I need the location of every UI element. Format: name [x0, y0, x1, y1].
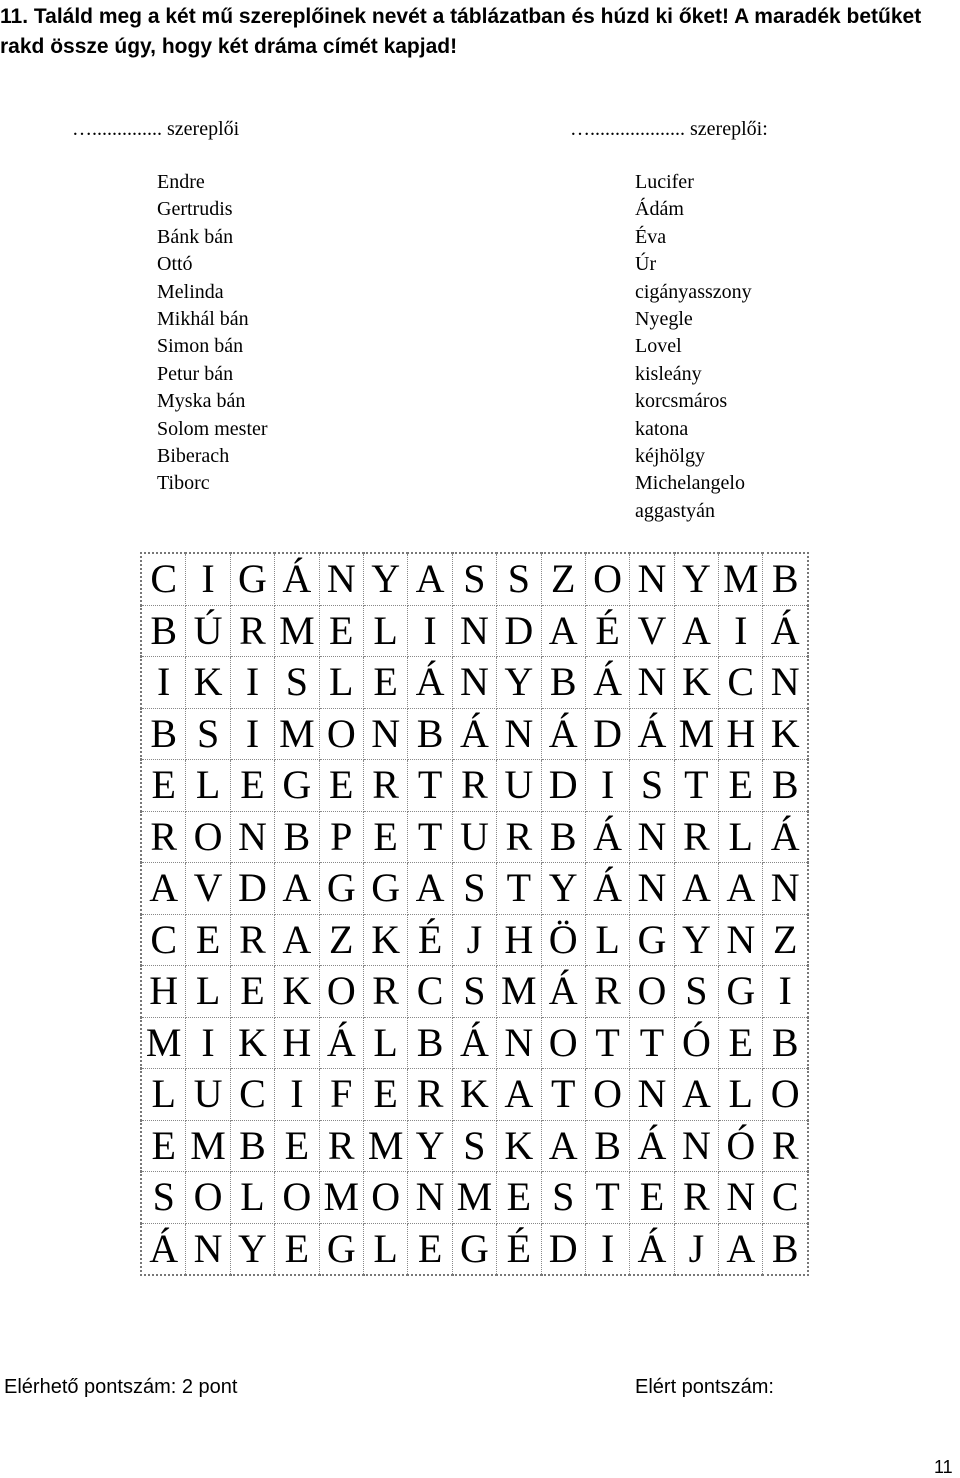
grid-cell[interactable]: Ó — [674, 1017, 718, 1069]
grid-cell[interactable]: G — [275, 760, 319, 812]
right-name: cigányasszony — [635, 280, 752, 303]
grid-cell[interactable]: E — [186, 914, 230, 966]
grid-row — [141, 1223, 808, 1275]
grid-cell[interactable]: N — [630, 657, 674, 709]
grid-cell[interactable]: E — [319, 605, 363, 657]
grid-cell[interactable]: K — [452, 1069, 496, 1121]
grid-row — [141, 708, 808, 760]
grid-cell[interactable]: E — [141, 1120, 186, 1172]
grid-cell[interactable]: A — [408, 553, 452, 605]
grid-cell[interactable]: H — [497, 914, 541, 966]
left-name: Endre — [157, 171, 205, 193]
grid-cell[interactable]: B — [763, 1017, 808, 1069]
grid-cell[interactable]: N — [230, 811, 274, 863]
grid-cell[interactable]: Y — [497, 657, 541, 709]
grid-cell[interactable]: S — [275, 657, 319, 709]
grid-cell[interactable]: N — [363, 708, 407, 760]
grid-cell[interactable]: N — [719, 1172, 763, 1224]
grid-cell[interactable]: A — [275, 914, 319, 966]
grid-cell[interactable]: N — [674, 1120, 718, 1172]
grid-cell[interactable]: B — [141, 605, 186, 657]
grid-cell[interactable]: L — [363, 1017, 407, 1069]
grid-cell[interactable]: Y — [408, 1120, 452, 1172]
grid-cell[interactable]: S — [541, 1172, 585, 1224]
grid-cell[interactable]: I — [585, 760, 629, 812]
grid-cell[interactable]: N — [319, 553, 363, 605]
grid-cell[interactable]: N — [497, 708, 541, 760]
grid-cell[interactable]: N — [497, 1017, 541, 1069]
grid-cell[interactable]: B — [141, 708, 186, 760]
grid-cell[interactable]: Á — [630, 1120, 674, 1172]
grid-cell[interactable]: B — [230, 1120, 274, 1172]
grid-row — [141, 1069, 808, 1121]
left-column-header: ….............. szereplői — [72, 118, 240, 140]
grid-cell[interactable]: Y — [674, 553, 718, 605]
grid-cell[interactable]: Z — [319, 914, 363, 966]
grid-cell[interactable]: B — [585, 1120, 629, 1172]
grid-cell[interactable]: K — [763, 708, 808, 760]
grid-cell[interactable]: A — [408, 863, 452, 915]
grid-cell[interactable]: R — [452, 760, 496, 812]
grid-cell[interactable]: Á — [763, 811, 808, 863]
grid-cell[interactable]: O — [585, 1069, 629, 1121]
grid-row — [141, 1017, 808, 1069]
grid-cell[interactable]: E — [363, 657, 407, 709]
grid-cell[interactable]: R — [497, 811, 541, 863]
left-name: Myska bán — [157, 390, 246, 413]
grid-cell[interactable]: Á — [630, 1223, 674, 1275]
right-name: Lovel — [635, 335, 682, 358]
word-search-grid — [140, 552, 809, 1276]
grid-row — [141, 605, 808, 657]
grid-cell[interactable]: L — [363, 605, 407, 657]
grid-cell[interactable]: S — [186, 708, 230, 760]
grid-cell[interactable]: G — [319, 863, 363, 915]
left-name: Simon bán — [157, 335, 244, 358]
grid-cell[interactable]: R — [363, 966, 407, 1018]
grid-cell[interactable]: A — [275, 863, 319, 915]
grid-cell[interactable]: B — [541, 811, 585, 863]
grid-cell[interactable]: S — [452, 863, 496, 915]
grid-cell[interactable]: R — [363, 760, 407, 812]
grid-cell[interactable]: Á — [319, 1017, 363, 1069]
grid-cell[interactable]: K — [497, 1120, 541, 1172]
grid-cell[interactable]: N — [719, 914, 763, 966]
grid-cell[interactable]: Á — [541, 966, 585, 1018]
grid-cell[interactable]: I — [141, 657, 186, 709]
grid-cell[interactable]: A — [541, 605, 585, 657]
left-name: Ottó — [157, 253, 193, 276]
grid-cell[interactable]: G — [452, 1223, 496, 1275]
grid-cell[interactable]: D — [497, 605, 541, 657]
left-name: Melinda — [157, 280, 224, 303]
grid-cell[interactable]: D — [541, 760, 585, 812]
right-character-list — [635, 169, 752, 525]
right-name: Michelangelo — [635, 472, 745, 495]
grid-cell[interactable]: I — [186, 553, 230, 605]
grid-cell[interactable]: C — [408, 966, 452, 1018]
grid-cell[interactable]: V — [186, 863, 230, 915]
page-number: 11 — [934, 1457, 953, 1477]
grid-cell[interactable]: A — [719, 863, 763, 915]
grid-cell[interactable]: E — [497, 1172, 541, 1224]
grid-cell[interactable]: Y — [230, 1223, 274, 1275]
grid-row — [141, 1120, 808, 1172]
grid-cell[interactable]: R — [674, 811, 718, 863]
grid-cell[interactable]: B — [763, 760, 808, 812]
grid-cell[interactable]: H — [141, 966, 186, 1018]
grid-cell[interactable]: M — [275, 708, 319, 760]
right-name: aggastyán — [635, 499, 715, 522]
grid-cell[interactable]: S — [452, 1120, 496, 1172]
grid-cell[interactable]: N — [452, 657, 496, 709]
grid-cell[interactable]: T — [585, 1172, 629, 1224]
grid-row — [141, 966, 808, 1018]
grid-cell[interactable]: U — [497, 760, 541, 812]
available-points: Elérhető pontszám: 2 pont — [4, 1376, 238, 1398]
left-character-list — [157, 169, 268, 498]
grid-cell[interactable]: Á — [408, 657, 452, 709]
grid-cell[interactable]: M — [674, 708, 718, 760]
grid-cell[interactable]: L — [186, 966, 230, 1018]
grid-cell[interactable]: V — [630, 605, 674, 657]
grid-cell[interactable]: Á — [630, 708, 674, 760]
grid-cell[interactable]: R — [230, 605, 274, 657]
left-name: Biberach — [157, 445, 230, 468]
grid-cell[interactable]: É — [497, 1223, 541, 1275]
grid-cell[interactable]: C — [719, 657, 763, 709]
grid-cell[interactable]: Ú — [186, 605, 230, 657]
left-name: Bánk bán — [157, 225, 234, 248]
grid-cell[interactable]: F — [319, 1069, 363, 1121]
grid-cell[interactable]: I — [408, 605, 452, 657]
grid-cell[interactable]: L — [363, 1223, 407, 1275]
task-title: 11. Találd meg a két mű szereplőinek nevét a táblázatban és húzd ki őket! A maradék betűket rakd össze úgy, hogy két dráma címét kapjad! — [0, 5, 922, 58]
grid-cell[interactable]: L — [719, 811, 763, 863]
grid-cell[interactable]: J — [452, 914, 496, 966]
right-column-header: …................... szereplői: — [570, 118, 768, 140]
grid-cell[interactable]: G — [319, 1223, 363, 1275]
grid-cell[interactable]: Á — [763, 605, 808, 657]
grid-cell[interactable]: I — [763, 966, 808, 1018]
grid-cell[interactable]: A — [497, 1069, 541, 1121]
grid-cell[interactable]: N — [763, 657, 808, 709]
grid-cell[interactable]: E — [719, 760, 763, 812]
grid-cell[interactable]: Á — [275, 553, 319, 605]
grid-cell[interactable]: E — [363, 1069, 407, 1121]
grid-cell[interactable]: Á — [452, 708, 496, 760]
grid-cell[interactable]: T — [585, 1017, 629, 1069]
grid-row — [141, 1172, 808, 1224]
grid-cell[interactable]: B — [763, 553, 808, 605]
grid-cell[interactable]: O — [186, 1172, 230, 1224]
grid-cell[interactable]: E — [363, 811, 407, 863]
grid-cell[interactable]: A — [674, 1069, 718, 1121]
grid-cell[interactable]: T — [630, 1017, 674, 1069]
grid-cell[interactable]: E — [230, 760, 274, 812]
grid-cell[interactable]: T — [497, 863, 541, 915]
grid-cell[interactable]: Y — [674, 914, 718, 966]
grid-cell[interactable]: L — [186, 760, 230, 812]
grid-cell[interactable]: R — [408, 1069, 452, 1121]
grid-cell[interactable]: N — [630, 811, 674, 863]
grid-cell[interactable]: S — [674, 966, 718, 1018]
grid-cell[interactable]: E — [319, 760, 363, 812]
grid-cell[interactable]: I — [275, 1069, 319, 1121]
grid-cell[interactable]: K — [230, 1017, 274, 1069]
grid-cell[interactable]: O — [275, 1172, 319, 1224]
grid-cell[interactable]: G — [230, 553, 274, 605]
grid-cell[interactable]: R — [319, 1120, 363, 1172]
grid-cell[interactable]: G — [719, 966, 763, 1018]
grid-cell[interactable]: E — [230, 966, 274, 1018]
grid-cell[interactable]: O — [319, 708, 363, 760]
grid-row — [141, 811, 808, 863]
grid-cell[interactable]: C — [763, 1172, 808, 1224]
grid-cell[interactable]: O — [363, 1172, 407, 1224]
grid-cell[interactable]: S — [452, 553, 496, 605]
grid-cell[interactable]: N — [452, 605, 496, 657]
grid-cell[interactable]: Y — [363, 553, 407, 605]
grid-cell[interactable]: Á — [452, 1017, 496, 1069]
grid-cell[interactable]: T — [408, 811, 452, 863]
grid-cell[interactable]: K — [186, 657, 230, 709]
grid-row — [141, 553, 808, 605]
grid-cell[interactable]: R — [674, 1172, 718, 1224]
grid-cell[interactable]: G — [363, 863, 407, 915]
grid-row — [141, 914, 808, 966]
grid-cell[interactable]: L — [719, 1069, 763, 1121]
grid-cell[interactable]: O — [585, 553, 629, 605]
right-name: Nyegle — [635, 308, 693, 331]
grid-cell[interactable]: B — [541, 657, 585, 709]
grid-cell[interactable]: Z — [541, 553, 585, 605]
left-name: Solom mester — [157, 417, 268, 440]
grid-cell[interactable]: T — [674, 760, 718, 812]
grid-cell[interactable]: U — [186, 1069, 230, 1121]
left-name: Mikhál bán — [157, 308, 249, 331]
grid-cell[interactable]: Á — [585, 811, 629, 863]
grid-cell[interactable]: É — [408, 914, 452, 966]
right-name: korcsmáros — [635, 390, 728, 413]
grid-cell[interactable]: L — [585, 914, 629, 966]
grid-cell[interactable]: A — [541, 1120, 585, 1172]
right-name: Úr — [635, 253, 657, 276]
grid-cell[interactable]: O — [630, 966, 674, 1018]
grid-cell[interactable]: S — [141, 1172, 186, 1224]
grid-cell[interactable]: Y — [541, 863, 585, 915]
grid-cell[interactable]: B — [763, 1223, 808, 1275]
grid-cell[interactable]: D — [541, 1223, 585, 1275]
grid-cell[interactable]: I — [719, 605, 763, 657]
grid-cell[interactable]: O — [186, 811, 230, 863]
grid-cell[interactable]: A — [674, 863, 718, 915]
grid-cell[interactable]: U — [452, 811, 496, 863]
grid-row — [141, 760, 808, 812]
right-name: Ádám — [635, 198, 684, 221]
grid-cell[interactable]: I — [186, 1017, 230, 1069]
grid-cell[interactable]: J — [674, 1223, 718, 1275]
grid-cell[interactable]: L — [141, 1069, 186, 1121]
grid-cell[interactable]: I — [230, 657, 274, 709]
grid-cell[interactable]: D — [230, 863, 274, 915]
achieved-points: Elért pontszám: — [635, 1376, 774, 1398]
grid-cell[interactable]: Á — [141, 1223, 186, 1275]
grid-cell[interactable]: Á — [585, 863, 629, 915]
grid-cell[interactable]: M — [497, 966, 541, 1018]
grid-cell[interactable]: E — [275, 1120, 319, 1172]
right-name: Lucifer — [635, 171, 694, 193]
right-name: kéjhölgy — [635, 445, 705, 468]
grid-cell[interactable]: B — [408, 1017, 452, 1069]
grid-cell[interactable]: Ö — [541, 914, 585, 966]
left-name: Gertrudis — [157, 198, 233, 221]
grid-cell[interactable]: A — [719, 1223, 763, 1275]
grid-cell[interactable]: S — [497, 553, 541, 605]
grid-cell[interactable]: L — [230, 1172, 274, 1224]
grid-cell[interactable]: N — [630, 553, 674, 605]
grid-cell[interactable]: O — [319, 966, 363, 1018]
grid-cell[interactable]: B — [275, 811, 319, 863]
grid-cell[interactable]: D — [585, 708, 629, 760]
left-name: Petur bán — [157, 362, 234, 385]
grid-cell[interactable]: R — [585, 966, 629, 1018]
grid-cell[interactable]: T — [408, 760, 452, 812]
grid-cell[interactable]: M — [141, 1017, 186, 1069]
grid-cell[interactable]: A — [674, 605, 718, 657]
grid-cell[interactable]: M — [275, 605, 319, 657]
grid-cell[interactable]: M — [319, 1172, 363, 1224]
grid-cell[interactable]: K — [363, 914, 407, 966]
grid-cell[interactable]: Á — [541, 708, 585, 760]
grid-cell[interactable]: E — [719, 1017, 763, 1069]
grid-cell[interactable]: L — [319, 657, 363, 709]
grid-cell[interactable]: É — [585, 605, 629, 657]
grid-cell[interactable]: B — [408, 708, 452, 760]
left-name: Tiborc — [157, 472, 210, 495]
grid-cell[interactable]: N — [186, 1223, 230, 1275]
grid-cell[interactable]: E — [408, 1223, 452, 1275]
grid-cell[interactable]: K — [674, 657, 718, 709]
grid-cell[interactable]: N — [630, 1069, 674, 1121]
grid-cell[interactable]: C — [230, 1069, 274, 1121]
grid-cell[interactable]: A — [141, 863, 186, 915]
grid-cell[interactable]: N — [763, 863, 808, 915]
grid-cell[interactable]: P — [319, 811, 363, 863]
grid-row — [141, 657, 808, 709]
grid-cell[interactable]: N — [408, 1172, 452, 1224]
grid-cell[interactable]: E — [275, 1223, 319, 1275]
grid-cell[interactable]: G — [630, 914, 674, 966]
grid-cell[interactable]: M — [363, 1120, 407, 1172]
grid-cell[interactable]: O — [763, 1069, 808, 1121]
right-name: Éva — [635, 225, 667, 248]
right-name: katona — [635, 417, 689, 440]
grid-cell[interactable]: I — [230, 708, 274, 760]
right-name: kisleány — [635, 362, 702, 385]
grid-cell[interactable]: I — [585, 1223, 629, 1275]
grid-row — [141, 863, 808, 915]
grid-cell[interactable]: R — [141, 811, 186, 863]
grid-cell[interactable]: S — [630, 760, 674, 812]
grid-cell[interactable]: M — [719, 553, 763, 605]
grid-cell[interactable]: H — [275, 1017, 319, 1069]
grid-cell[interactable]: Z — [763, 914, 808, 966]
grid-cell[interactable]: M — [186, 1120, 230, 1172]
grid-cell[interactable]: N — [630, 863, 674, 915]
grid-cell[interactable]: R — [763, 1120, 808, 1172]
grid-cell[interactable]: C — [141, 553, 186, 605]
grid-cell[interactable]: O — [541, 1017, 585, 1069]
grid-cell[interactable]: K — [275, 966, 319, 1018]
grid-cell[interactable]: M — [452, 1172, 496, 1224]
grid-cell[interactable]: H — [719, 708, 763, 760]
grid-cell[interactable]: E — [630, 1172, 674, 1224]
grid-cell[interactable]: E — [141, 760, 186, 812]
grid-cell[interactable]: C — [141, 914, 186, 966]
grid-cell[interactable]: S — [452, 966, 496, 1018]
grid-cell[interactable]: R — [230, 914, 274, 966]
grid-cell[interactable]: Ó — [719, 1120, 763, 1172]
grid-cell[interactable]: Á — [585, 657, 629, 709]
grid-cell[interactable]: T — [541, 1069, 585, 1121]
